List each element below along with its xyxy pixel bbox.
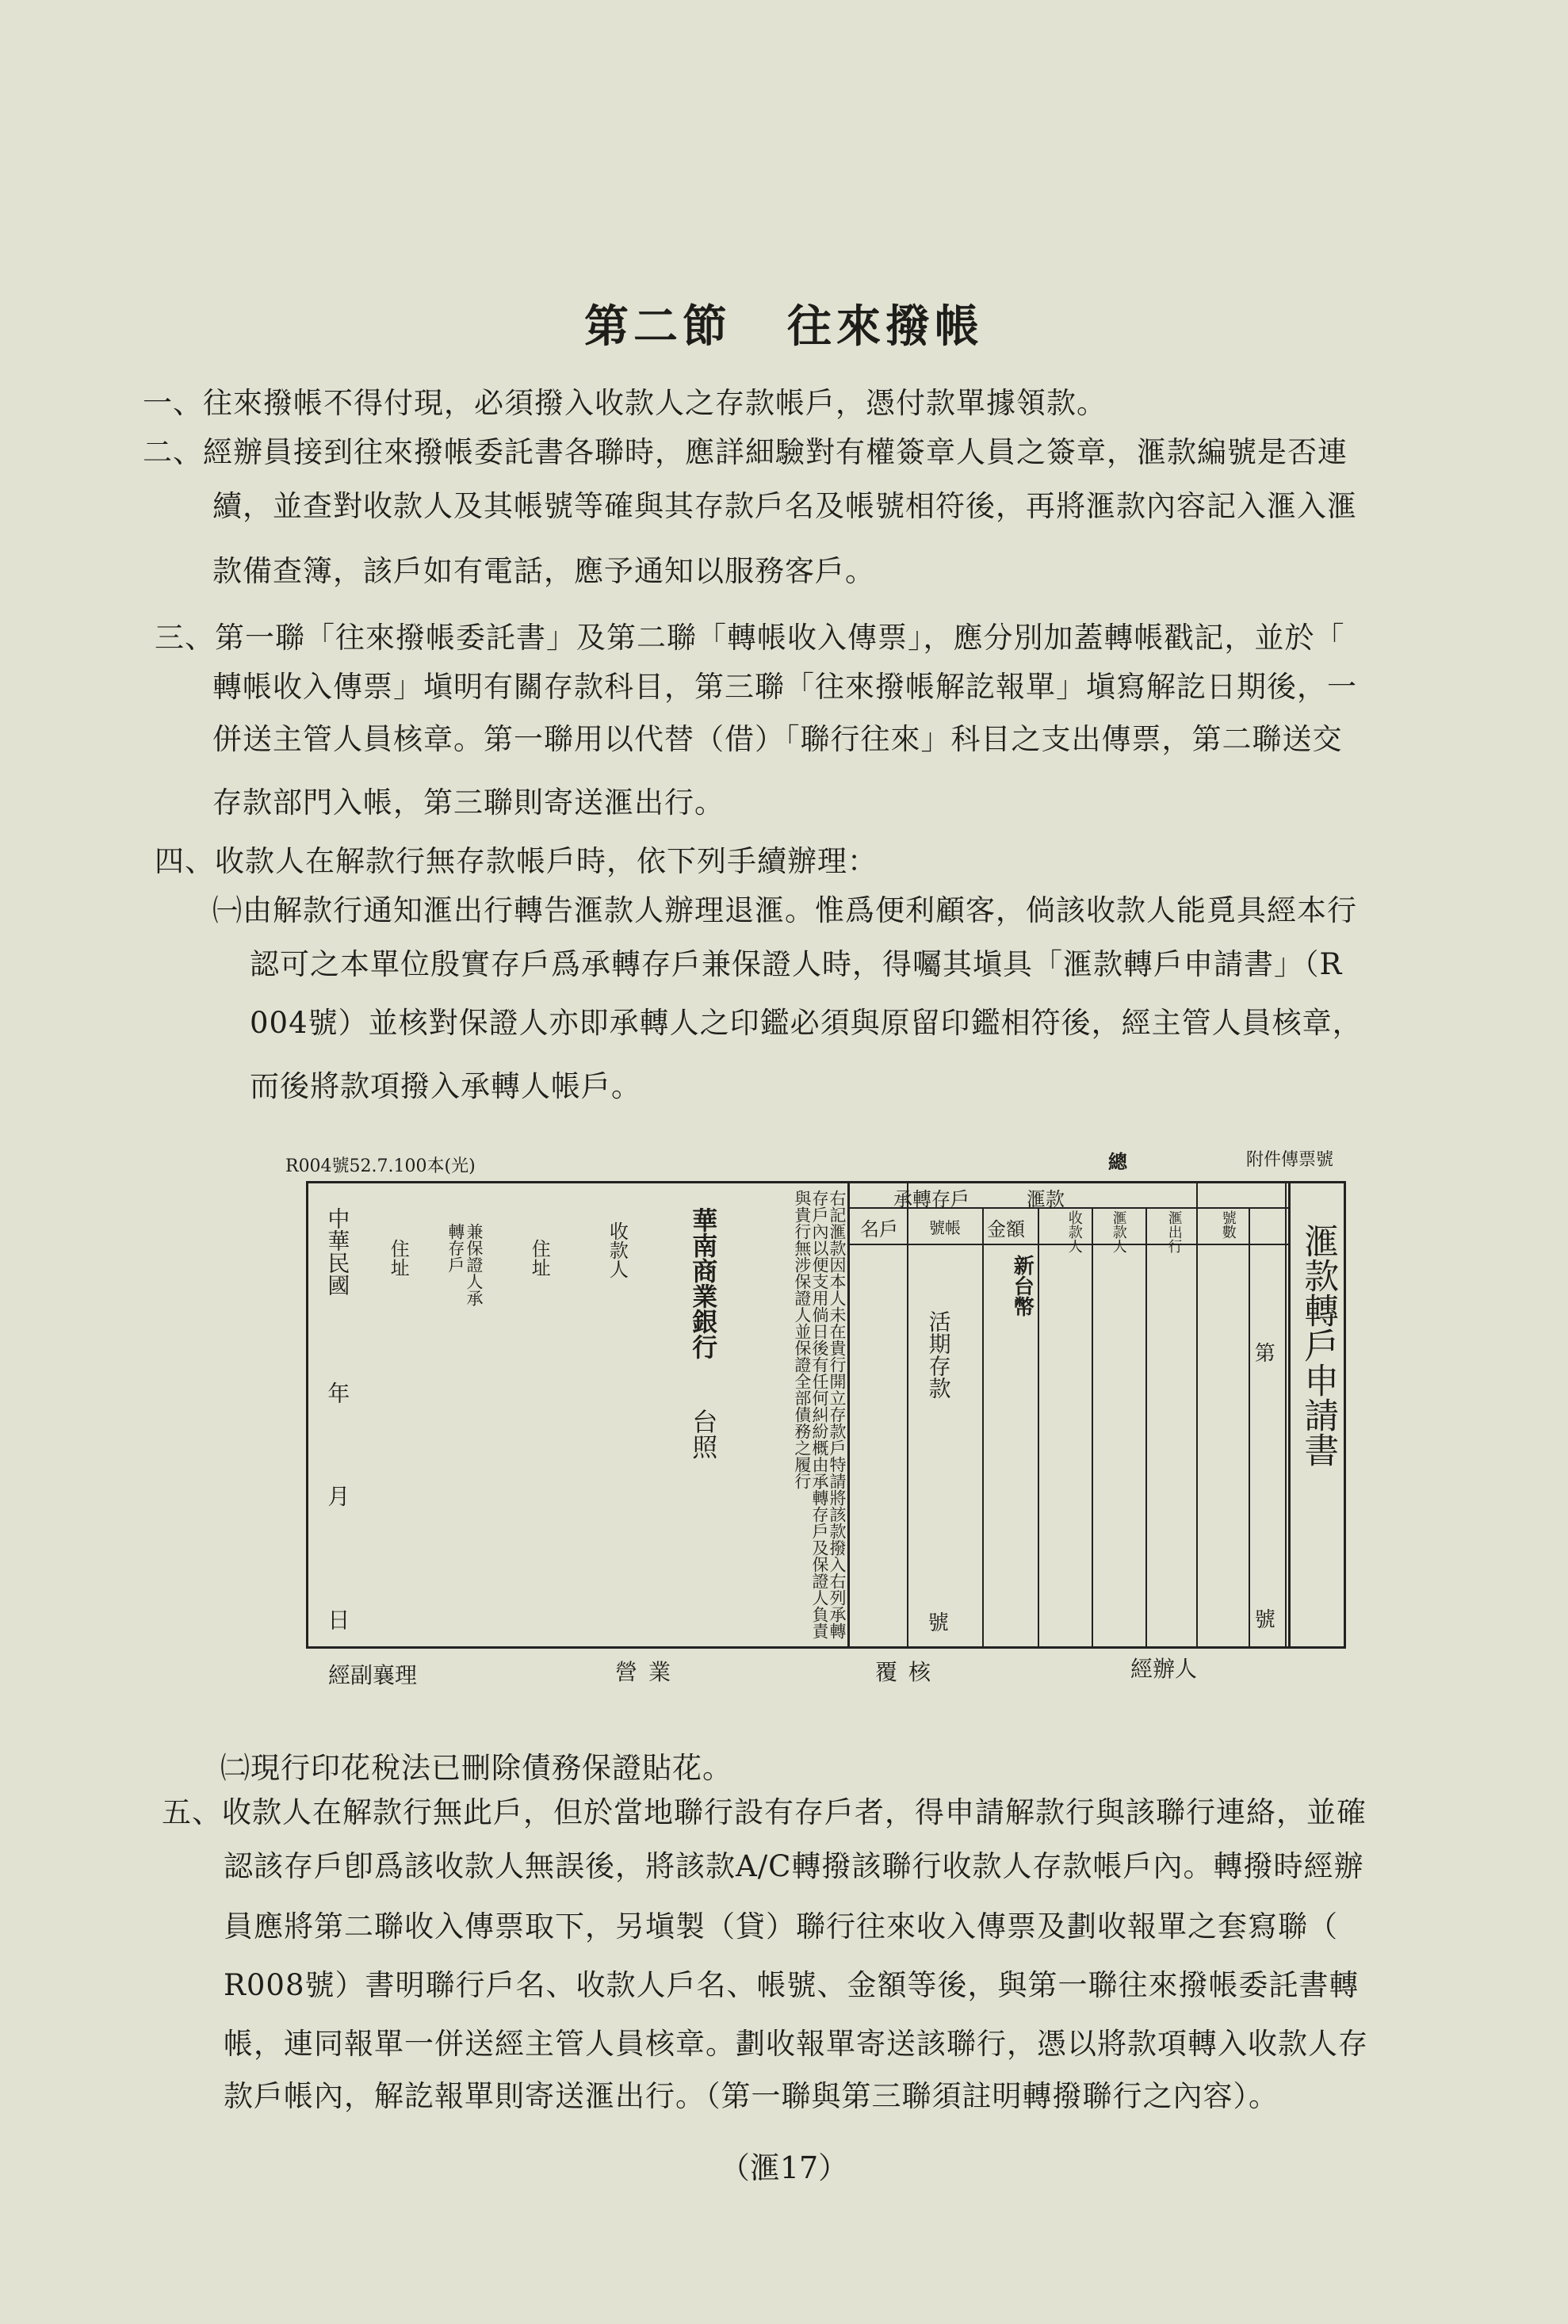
address-label: 住址	[387, 1239, 410, 1277]
form-zong: 總	[1108, 1150, 1127, 1173]
paragraph-line: 五、收款人在解款行無此戶，但於當地聯行設有存戶者，得申請解款行與該聯行連絡，並確	[162, 1795, 1367, 1829]
paragraph-line: ㈠由解款行通知滙出行轉告滙款人辦理退滙。惟爲便利顧客，倘該收款人能覓具經本行	[212, 893, 1357, 927]
sign-manager: 經副襄理	[328, 1662, 418, 1688]
header-transfer: 承轉存戶	[893, 1188, 969, 1210]
paragraph-line: 二、經辦員接到往來撥帳委託書各聯時，應詳細驗對有權簽章人員之簽章，滙款編號是否連	[143, 435, 1348, 469]
date-month: 月	[324, 1485, 351, 1507]
col-remitter: 滙款人	[1110, 1210, 1127, 1253]
paragraph-line: 存款部門入帳，第三聯則寄送滙出行。	[212, 785, 725, 820]
guarantor-label: 兼保證人承轉存戶	[446, 1223, 484, 1306]
form-attach: 附件傳票號	[1246, 1150, 1334, 1170]
paragraph-line: 款備查簿，該戶如有電話，應予通知以服務客戶。	[212, 554, 875, 588]
col-number: 號數	[1219, 1210, 1237, 1239]
paragraph-line: 四、收款人在解款行無存款帳戶時，依下列手續辦理：	[155, 844, 878, 878]
acct-hao: 號	[924, 1611, 949, 1632]
col-name: 名戶	[860, 1218, 898, 1240]
sign-check: 覆核	[875, 1659, 943, 1685]
section-number: 第二節	[584, 300, 732, 353]
col-bank: 滙出行	[1165, 1210, 1183, 1253]
deposit-type: 活期存款	[925, 1310, 952, 1399]
sign-business: 營業	[615, 1659, 683, 1685]
paragraph-line: 併送主管人員核章。第一聯用以代替（借）「聯行往來」科目之支出傳票，第二聯送交	[212, 722, 1343, 756]
paragraph-line: 一、往來撥帳不得付現，必須撥入收款人之存款帳戶，憑付款單據領款。	[143, 386, 1107, 420]
paragraph-line: 帳，連同報單一併送經主管人員核章。劃收報單寄送該聯行，憑以將款項轉入收款人存	[224, 2027, 1368, 2061]
remittance-transfer-form	[306, 1181, 1346, 1649]
col-payee: 收款人	[1065, 1210, 1083, 1253]
paragraph-line: 認可之本單位殷實存戶爲承轉存戶兼保證人時，得囑其塡具「滙款轉戶申請書」（R	[250, 947, 1343, 981]
col-acct: 號帳	[929, 1218, 961, 1237]
payee-label: 收款人	[606, 1221, 629, 1279]
paragraph-line: 轉帳收入傳票」塡明有關存款科目，第三聯「往來撥帳解訖報單」塡寫解訖日期後，一	[212, 670, 1357, 704]
paragraph-line: 款戶帳內，解訖報單則寄送滙出行。（第一聯與第三聯須註明轉撥聯行之內容）。	[224, 2079, 1279, 2113]
section-title	[0, 292, 1568, 355]
section-name: 往來撥帳	[787, 300, 984, 353]
bank-name: 華南商業銀行	[688, 1207, 719, 1359]
form-code: R004號52.7.100本(光)	[285, 1156, 476, 1176]
header-remit: 滙款	[1027, 1188, 1065, 1210]
bank-suffix: 台照	[688, 1409, 719, 1459]
form-title: 滙款轉戶申請書	[1298, 1223, 1339, 1467]
page-number: （滙17）	[719, 2150, 849, 2185]
sign-clerk: 經辦人	[1130, 1656, 1198, 1682]
paragraph-line: ㈡現行印花稅法已刪除債務保證貼花。	[220, 1751, 732, 1785]
date-year: 年	[324, 1382, 351, 1404]
date-era: 中華民國	[324, 1207, 351, 1296]
paragraph-line: R008號）書明聯行戶名、收款人戶名、帳號、金額等後，與第一聯往來撥帳委託書轉	[224, 1968, 1360, 2002]
currency-label: 新台幣	[1010, 1255, 1034, 1317]
paragraph-line: 而後將款項撥入承轉人帳戶。	[250, 1069, 641, 1103]
number-di: 第	[1251, 1342, 1275, 1363]
date-day: 日	[324, 1608, 351, 1630]
address-label-2: 住址	[528, 1239, 551, 1277]
number-hao: 號	[1251, 1608, 1275, 1629]
paragraph-line: 認該存戶卽爲該收款人無誤後，將該款A/C轉撥該聯行收款人存款帳戶內。轉撥時經辦	[224, 1849, 1364, 1883]
col-amount: 金額	[987, 1218, 1025, 1240]
statement-text: 右記滙款因本人未在貴行開立存款戶特請將該款撥入右列承轉存戶內以便支用倘日後有任何糾紛概由承轉存戶及保證人負責與貴行無涉保證人並保證全部債務之履行	[792, 1190, 847, 1639]
paragraph-line: 續，並查對收款人及其帳號等確與其存款戶名及帳號相符後，再將滙款內容記入滙入滙	[212, 489, 1357, 523]
paragraph-line: 004號）並核對保證人亦即承轉人之印鑑必須與原留印鑑相符後，經主管人員核章，	[250, 1006, 1363, 1040]
paragraph-line: 三、第一聯「往來撥帳委託書」及第二聯「轉帳收入傳票」，應分別加蓋轉帳戳記，並於「	[155, 621, 1345, 655]
paragraph-line: 員應將第二聯收入傳票取下，另塡製（貸）聯行往來收入傳票及劃收報單之套寫聯（	[224, 1909, 1338, 1944]
